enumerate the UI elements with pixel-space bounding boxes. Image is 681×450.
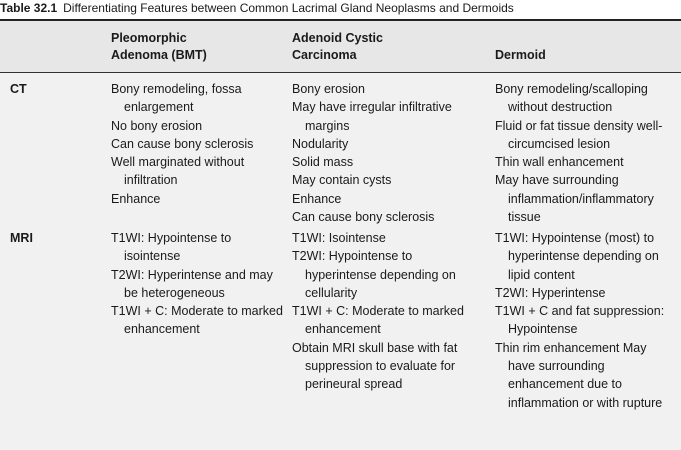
cell-line: Bony remodeling, fossa enlargement [111, 82, 242, 115]
cell-mri-dermoid [495, 229, 675, 412]
cell-line: T2WI: Hypointense to hyperintense depending on cellularity [292, 249, 456, 300]
cell-line: T1WI + C and fat suppression: Hypointense [495, 304, 665, 337]
table-caption [0, 0, 681, 18]
cell-ct-pleomorphic-adenoma [111, 80, 283, 208]
header-rule [0, 72, 681, 73]
cell-ct-dermoid [495, 80, 675, 226]
cell-line: T1WI: Hypointense (most) to hyperintense depending on lipid content [495, 231, 659, 282]
cell-line: Enhance [292, 191, 342, 206]
table-number: Table 32.1 [0, 1, 58, 15]
cell-mri-adenoid-cystic-carcinoma [292, 229, 486, 394]
cell-line: Thin wall enhancement [495, 155, 624, 170]
cell-mri-pleomorphic-adenoma [111, 229, 283, 339]
cell-line: Solid mass [292, 155, 354, 170]
table-title: Differentiating Features between Common Lacrimal Gland Neoplasms and Dermoids [63, 1, 514, 15]
column-header-pleomorphic-adenoma: Pleomorphic Adenoma (BMT) [111, 31, 207, 62]
cell-line: May contain cysts [292, 173, 392, 188]
cell-line: Obtain MRI skull base with fat suppression to evaluate for perineural spread [292, 340, 458, 392]
cell-line: Enhance [111, 191, 161, 206]
cell-line: Can cause bony sclerosis [292, 210, 435, 225]
cell-ct-adenoid-cystic-carcinoma [292, 80, 486, 226]
cell-line: Well marginated without infiltration [111, 155, 245, 188]
cell-line: T1WI: Isointense [292, 231, 386, 245]
cell-line: T1WI: Hypointense to isointense [111, 231, 232, 264]
row-label-mri: MRI [10, 231, 33, 245]
cell-line: Thin rim enhancement May have surrounding enhancement due to inflammation or with rupture [495, 340, 663, 410]
column-header-adenoid-cystic-carcinoma: Adenoid Cystic Carcinoma [292, 31, 383, 62]
cell-line: Bony erosion [292, 82, 365, 96]
cell-line: May have irregular infiltrative margins [292, 100, 452, 133]
cell-line: T2WI: Hyperintense and may be heterogeneous [111, 267, 273, 300]
cell-line: Can cause bony sclerosis [111, 136, 254, 151]
cell-line: Fluid or fat tissue density well-circumcised lesion [495, 118, 663, 151]
top-rule [0, 19, 681, 21]
cell-line: No bony erosion [111, 118, 203, 133]
row-label-ct: CT [10, 82, 27, 96]
cell-line: T2WI: Hyperintense [495, 285, 606, 300]
cell-line: Bony remodeling/scalloping without destruction [495, 82, 648, 115]
cell-line: May have surrounding inflammation/inflammatory tissue [495, 173, 654, 225]
column-header-dermoid: Dermoid [495, 48, 546, 62]
cell-line: Nodularity [292, 136, 349, 151]
cell-line: T1WI + C: Moderate to marked enhancement [111, 304, 283, 337]
cell-line: T1WI + C: Moderate to marked enhancement [292, 304, 464, 337]
